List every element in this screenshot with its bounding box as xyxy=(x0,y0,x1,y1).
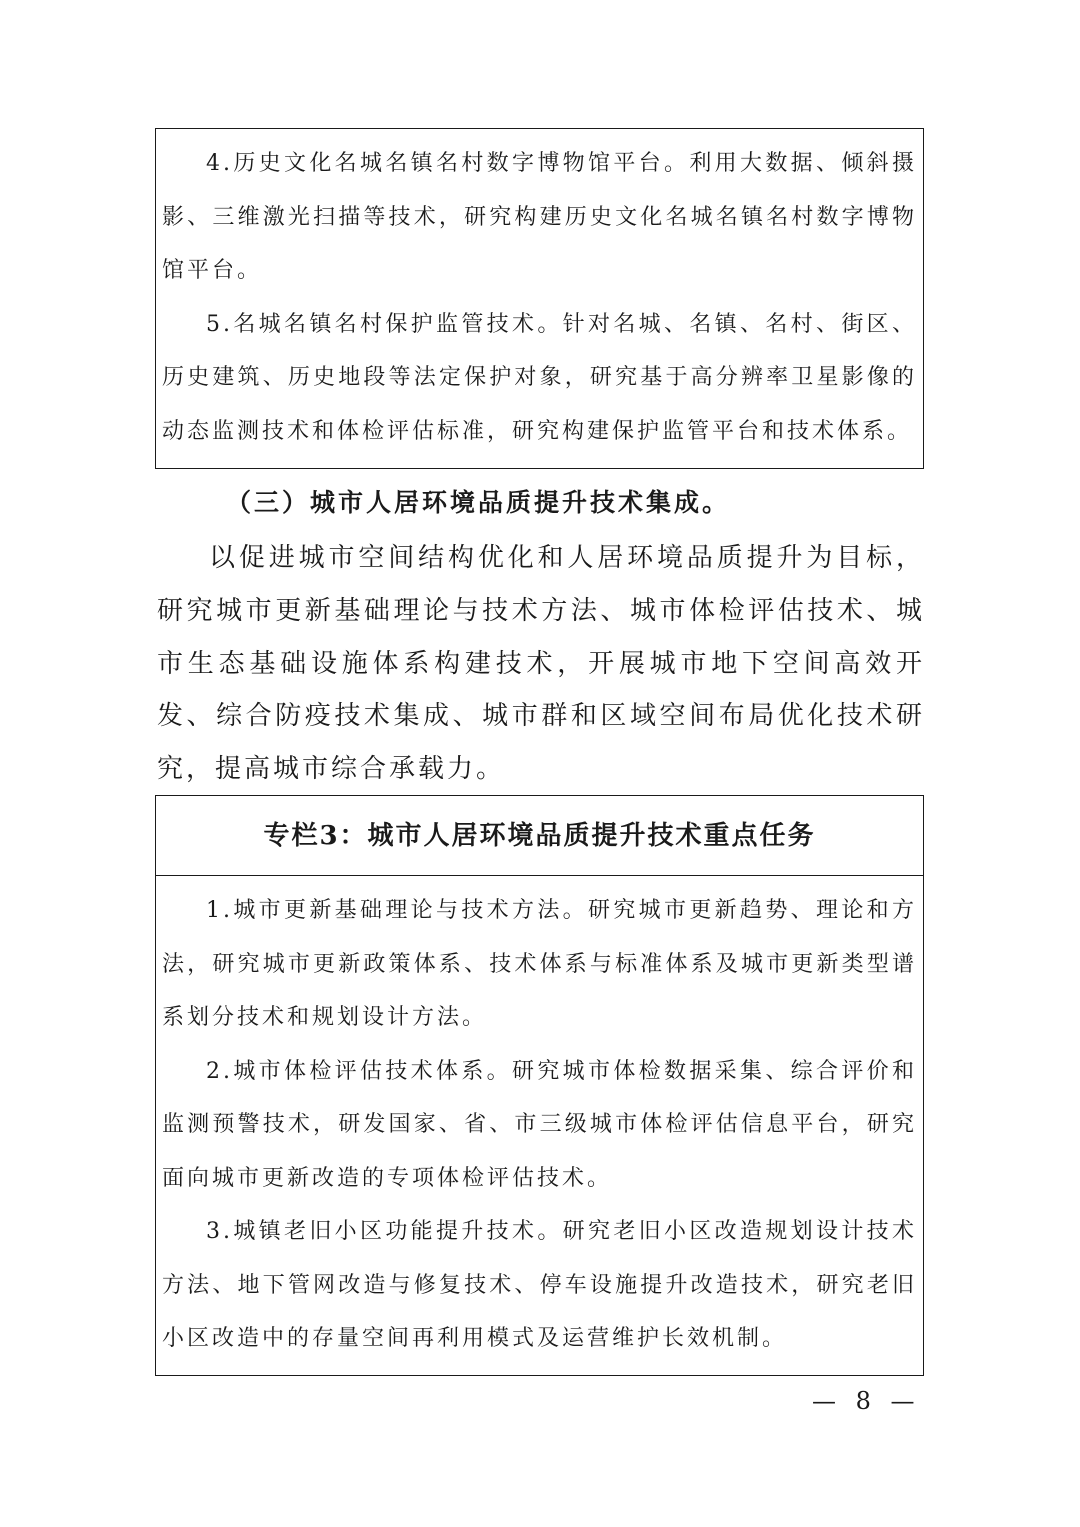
column-title: 专栏3：城市人居环境品质提升技术重点任务 xyxy=(156,796,923,876)
box-top-content xyxy=(156,129,923,458)
section-paragraph: 以促进城市空间结构优化和人居环境品质提升为目标，研究城市更新基础理论与技术方法、城市体检评估技术、城市生态基础设施体系构建技术，开展城市地下空间高效开发、综合防疫技术集成、城市群和区域空间布局优化技术研究，提高城市综合承载力。 xyxy=(157,543,925,785)
box-item-1: 1.城市更新基础理论与技术方法。研究城市更新趋势、理论和方法，研究城市更新政策体系、技术体系与标准体系及城市更新类型谱系划分技术和规划设计方法。 xyxy=(162,898,917,1030)
info-box-top xyxy=(155,128,924,469)
box-item-4: 4.历史文化名城名镇名村数字博物馆平台。利用大数据、倾斜摄影、三维激光扫描等技术，研究构建历史文化名城名镇名村数字博物馆平台。 xyxy=(162,151,917,283)
box-bottom-content xyxy=(156,876,923,1366)
info-box-column-3 xyxy=(155,795,924,1376)
page-number: — 8 — xyxy=(812,1387,921,1415)
box-item-5: 5.名城名镇名村保护监管技术。针对名城、名镇、名村、街区、历史建筑、历史地段等法定保护对象，研究基于高分辨率卫星影像的动态监测技术和体检评估标准，研究构建保护监管平台和技术体系。 xyxy=(162,311,917,444)
section-heading: （三）城市人居环境品质提升技术集成。 xyxy=(226,488,731,517)
box-item-3: 3.城镇老旧小区功能提升技术。研究老旧小区改造规划设计技术方法、地下管网改造与修复技术、停车设施提升改造技术，研究老旧小区改造中的存量空间再利用模式及运营维护长效机制。 xyxy=(162,1219,917,1351)
box-item-2: 2.城市体检评估技术体系。研究城市体检数据采集、综合评价和监测预警技术，研发国家、省、市三级城市体检评估信息平台，研究面向城市更新改造的专项体检评估技术。 xyxy=(162,1058,917,1191)
